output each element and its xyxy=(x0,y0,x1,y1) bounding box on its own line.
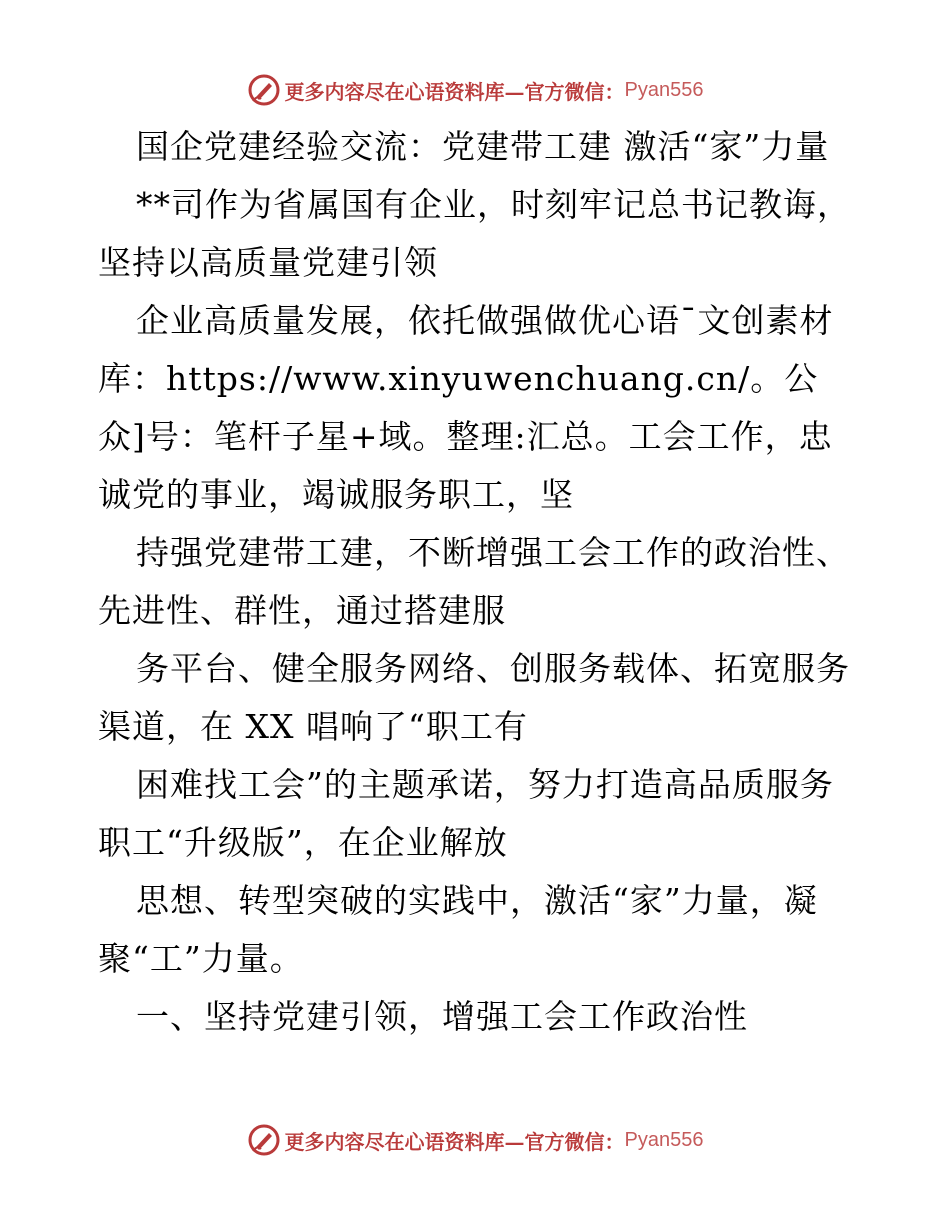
footer-watermark-banner xyxy=(0,1120,950,1160)
banner-text: 更多内容尽在心语资料库—官方微信： xyxy=(284,1129,625,1154)
pen-circle-logo-icon xyxy=(247,1123,281,1157)
paragraph: 思想、转型突破的实践中，激活“家”力量，凝聚“工”力量。 xyxy=(98,881,818,978)
paragraph: 务平台、健全服务网络、创服务载体、拓宽服务渠道，在 XX 唱响了“职工有 xyxy=(98,649,850,746)
paragraph: 企业高质量发展，依托做强做优心语¯文创素材库：https://www.xinyuwenchuang.cn/。公众]号：笔杆子星+域。整理:汇总。工会工作，忠诚党的事业，竭诚服务职工，坚 xyxy=(98,301,834,514)
banner-wechat-id: Pyan556 xyxy=(624,78,704,101)
banner-text: 更多内容尽在心语资料库—官方微信： xyxy=(284,79,625,104)
pen-circle-logo-icon xyxy=(247,73,281,107)
document-body xyxy=(98,118,858,1046)
banner-wechat-id: Pyan556 xyxy=(624,1128,704,1151)
paragraph: 持强党建带工建，不断增强工会工作的政治性、先进性、群性，通过搭建服 xyxy=(98,533,850,630)
section-heading: 一、坚持党建引领，增强工会工作政治性 xyxy=(136,997,748,1036)
header-watermark-banner xyxy=(0,70,950,110)
document-title: 国企党建经验交流：党建带工建 激活“家”力量 xyxy=(136,127,830,166)
paragraph: **司作为省属国有企业，时刻牢记总书记教诲，坚持以高质量党建引领 xyxy=(98,185,851,282)
paragraph: 困难找工会”的主题承诺，努力打造高品质服务职工“升级版”，在企业解放 xyxy=(98,765,834,862)
